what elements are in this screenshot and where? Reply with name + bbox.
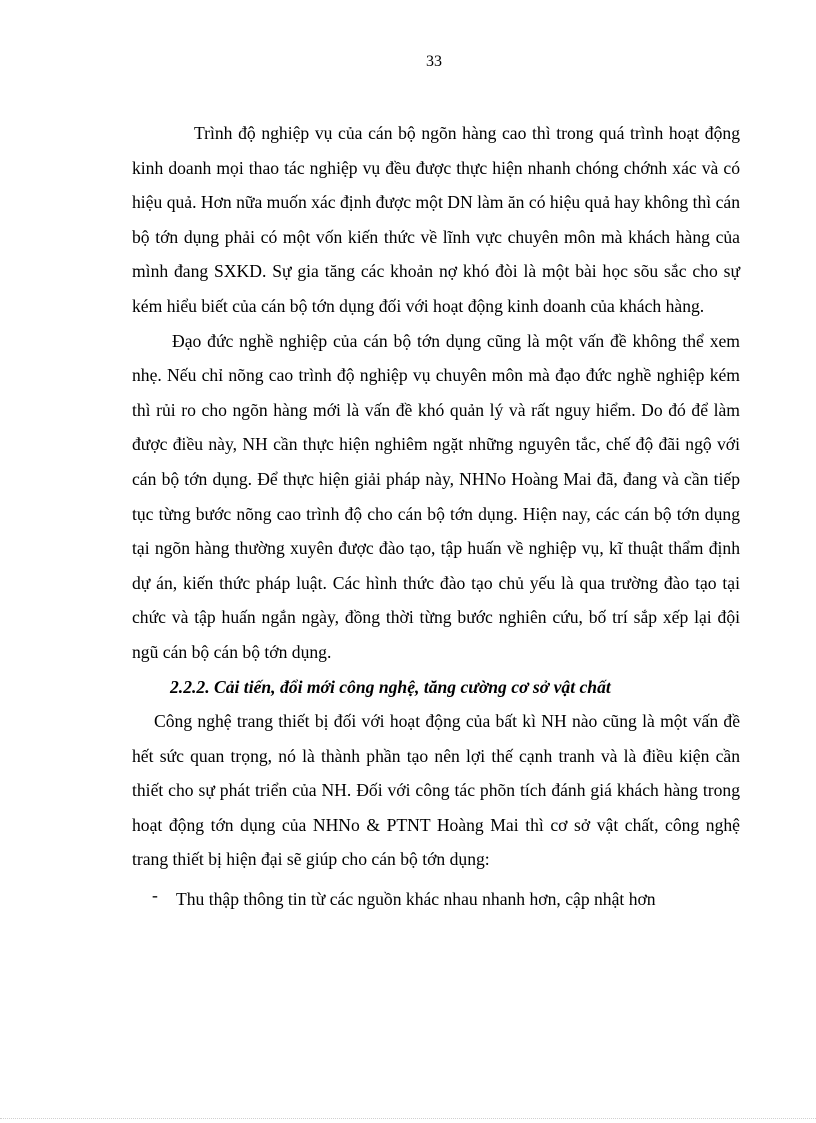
- document-body: [132, 116, 740, 917]
- bullet-marker: -: [152, 885, 158, 906]
- paragraph-staff-skills: Trình độ nghiệp vụ của cán bộ ngõn hàng cao thì trong quá trình hoạt động kinh doanh mọi thao tác nghiệp vụ đều được thực hiện nhanh chóng chớnh xác và có hiệu quả. Hơn nữa muốn xác định được một DN làm ăn có hiệu quả hay không thì cán bộ tớn dụng phải có một vốn kiến thức về lĩnh vực chuyên môn mà khách hàng của mình đang SXKD. Sự gia tăng các khoản nợ khó đòi là một bài học sõu sắc cho sự kém hiểu biết của cán bộ tớn dụng đối với hoạt động kinh doanh của khách hàng.: [132, 123, 740, 316]
- page-bottom-divider: [0, 1118, 816, 1119]
- page-number: 33: [426, 53, 442, 70]
- list-item-text: Thu thập thông tin từ các nguồn khác nhau nhanh hơn, cập nhật hơn: [176, 889, 656, 910]
- list-item: [132, 882, 740, 917]
- paragraph-professional-ethics: Đạo đức nghề nghiệp của cán bộ tớn dụng cũng là một vấn đề không thể xem nhẹ. Nếu chỉ nõng cao trình độ nghiệp vụ chuyên môn mà đạo đức nghề nghiệp kém thì rủi ro cho ngõn hàng mới là vấn đề khó quản lý và rất nguy hiểm. Do đó để làm được điều này, NH cần thực hiện nghiêm ngặt những nguyên tắc, chế độ đãi ngộ với cán bộ tớn dụng. Để thực hiện giải pháp này, NHNo Hoàng Mai đã, đang và cần tiếp tục từng bước nõng cao trình độ cho cán bộ tớn dụng. Hiện nay, các cán bộ tớn dụng tại ngõn hàng thường xuyên được đào tạo, tập huấn về nghiệp vụ, kĩ thuật thẩm định dự án, kiến thức pháp luật. Các hình thức đào tạo chủ yếu là qua trường đào tạo tại chức và tập huấn ngắn ngày, đồng thời từng bước nghiên cứu, bố trí sắp xếp lại đội ngũ cán bộ cán bộ tớn dụng.: [132, 330, 740, 662]
- paragraph-technology: Công nghệ trang thiết bị đối với hoạt động của bất kì NH nào cũng là một vấn đề hết sức quan trọng, nó là thành phần tạo nên lợi thế cạnh tranh và là điều kiện cần thiết cho sự phát triển của NH. Đối với công tác phõn tích đánh giá khách hàng trong hoạt động tớn dụng của NHNo & PTNT Hoàng Mai thì cơ sở vật chất, công nghệ trang thiết bị hiện đại sẽ giúp cho cán bộ tớn dụng:: [132, 711, 740, 870]
- section-heading: 2.2.2. Cải tiến, đổi mới công nghệ, tăng cường cơ sở vật chất: [170, 676, 611, 697]
